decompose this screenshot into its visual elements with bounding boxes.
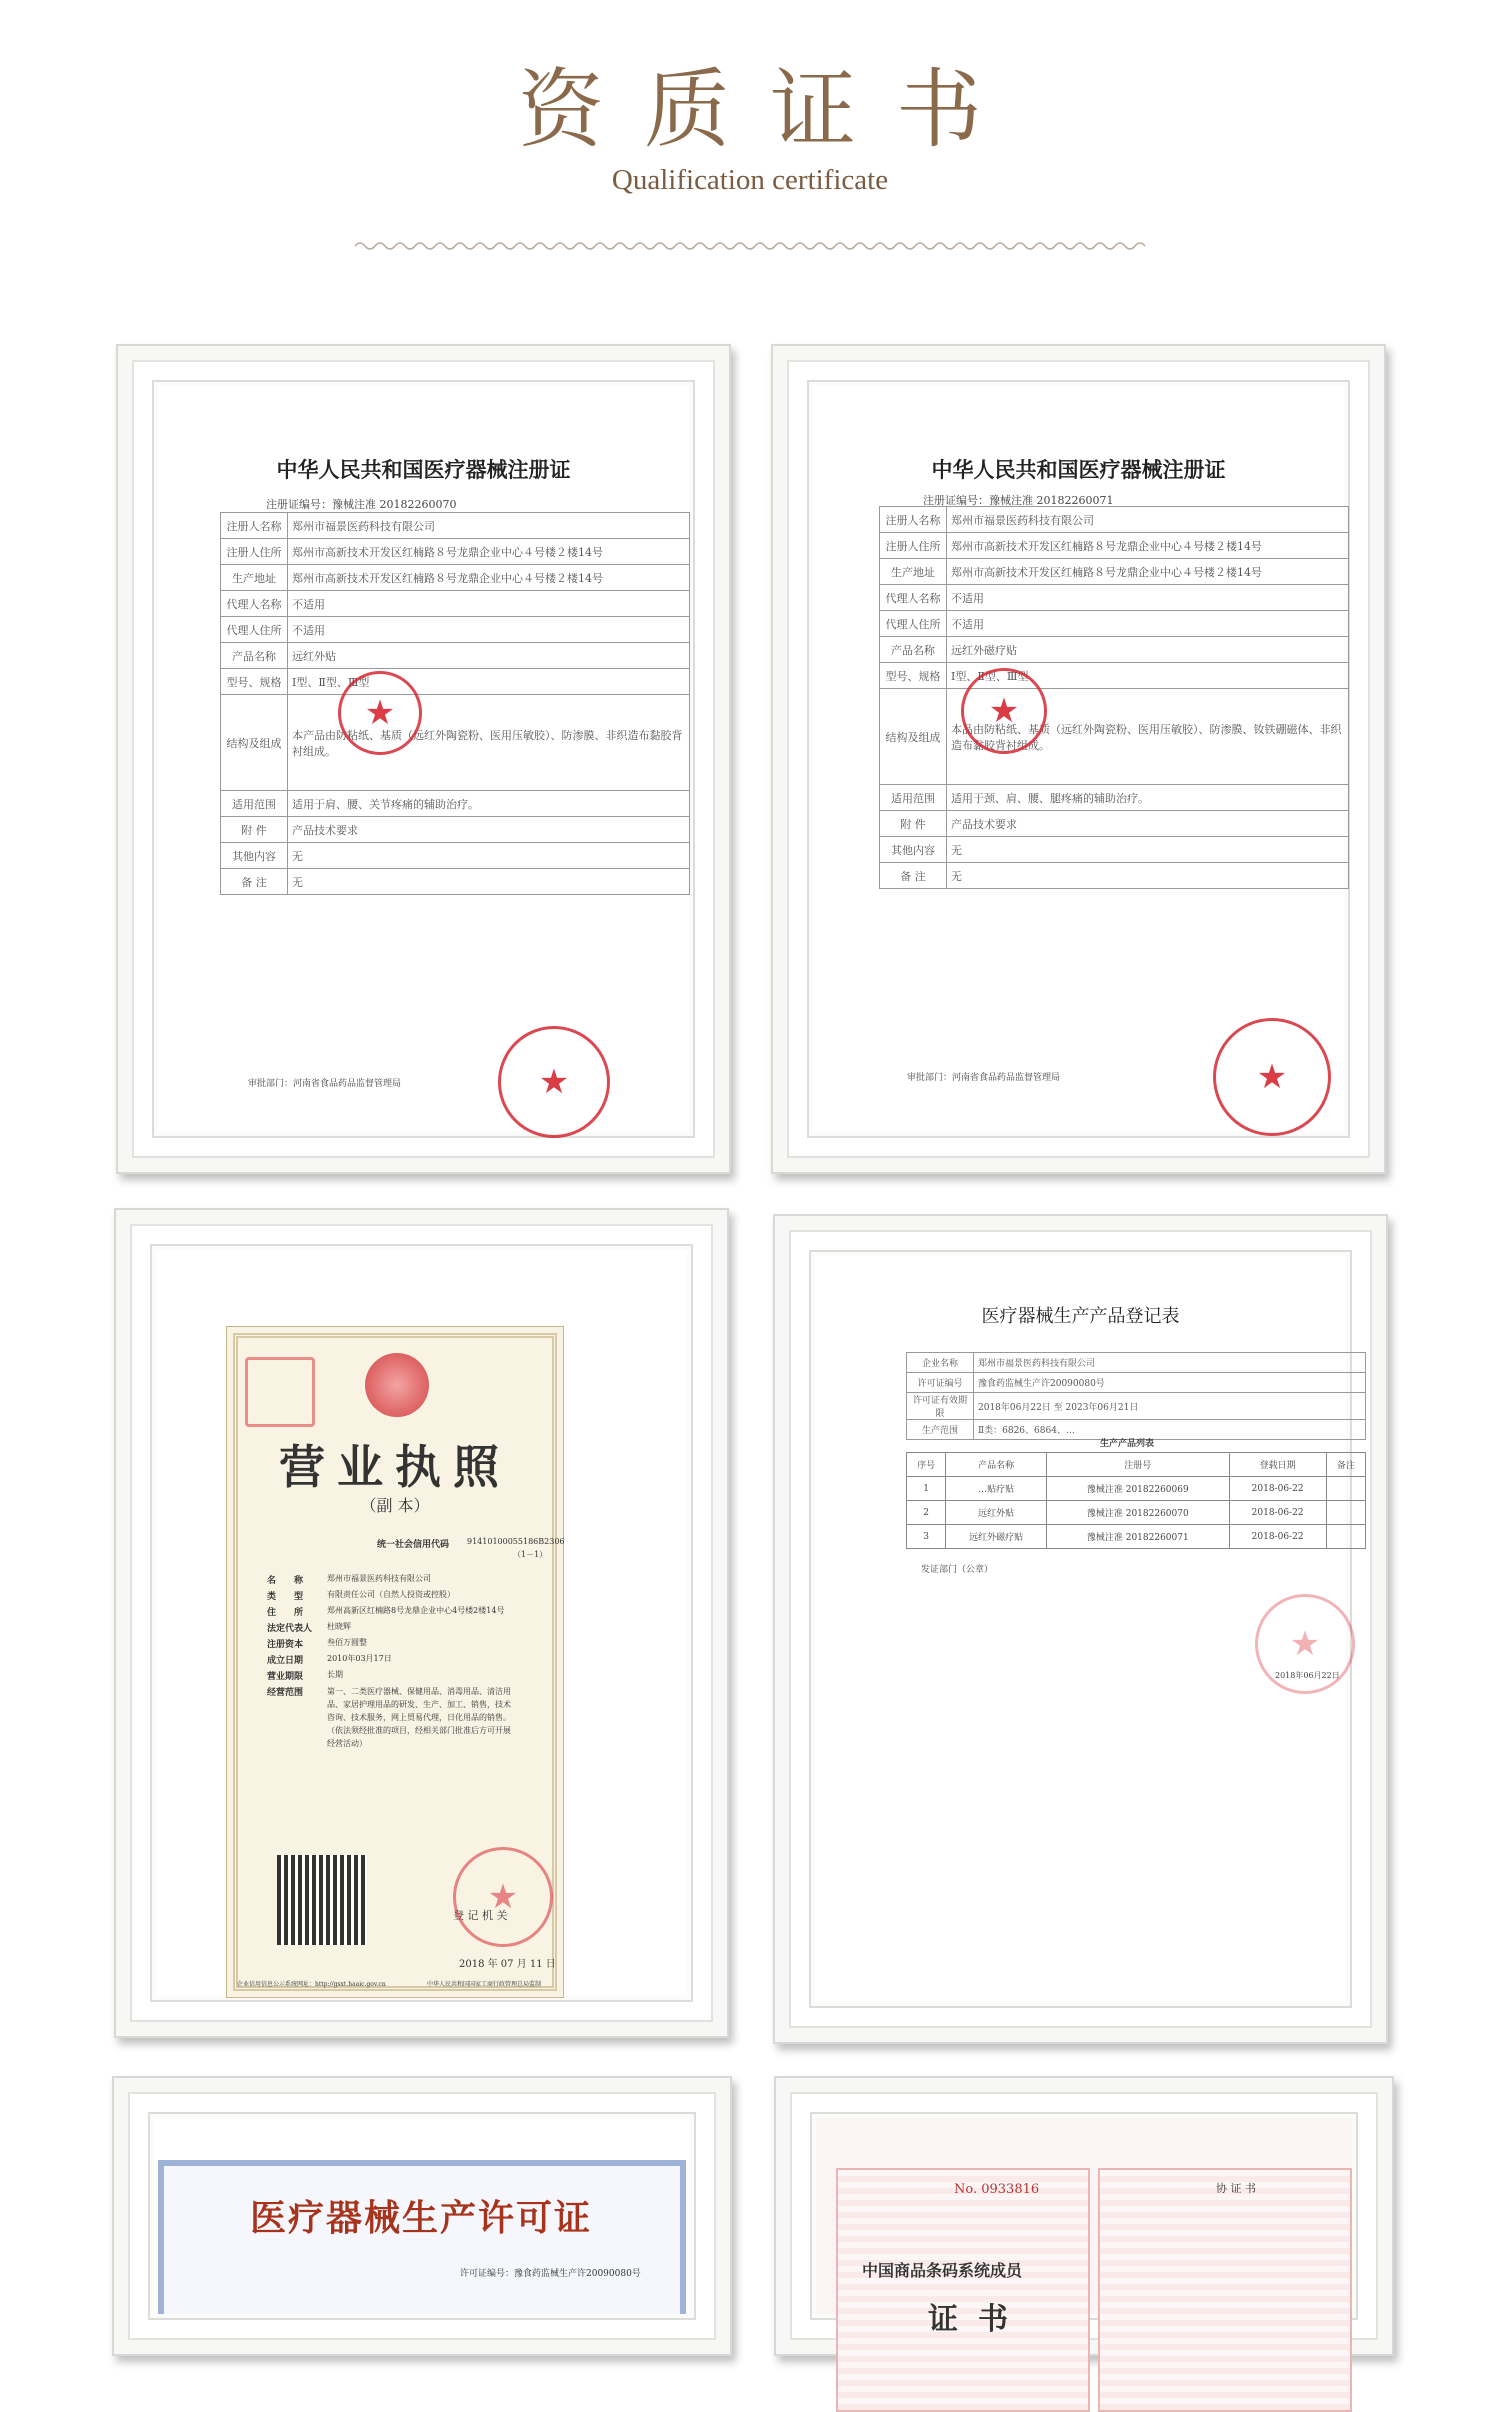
field-value: 郑州市福景医药科技有限公司 [974, 1353, 1366, 1373]
field-label: 代理人住所 [880, 611, 947, 637]
license-field-value: 2010年03月17日 [327, 1654, 392, 1663]
table-row [880, 837, 1349, 863]
table-cell: 2 [907, 1501, 946, 1525]
license-field-label: 成立日期 [267, 1656, 304, 1666]
column-header: 产品名称 [946, 1453, 1047, 1477]
table-row [907, 1353, 1366, 1373]
license-footer-left: 企业信用信息公示系统网址：http://gsxt.haaic.gov.cn [237, 1981, 386, 1988]
table-cell [1326, 1477, 1365, 1501]
license-field-label: 营业期限 [267, 1672, 304, 1682]
field-label: 代理人名称 [221, 591, 288, 617]
field-label: 企业名称 [907, 1353, 974, 1373]
table-cell: …贴疗贴 [946, 1477, 1047, 1501]
field-label: 注册人住所 [221, 539, 288, 565]
field-label: 备 注 [221, 869, 288, 895]
license-field-label: 法定代表人 [267, 1624, 313, 1634]
table-row [221, 817, 690, 843]
certificate-number: No. 0933816 [954, 2182, 1040, 2197]
field-value: 无 [288, 869, 690, 895]
barcode-certificate-right [1098, 2168, 1352, 2412]
field-value: 郑州市福景医药科技有限公司 [288, 513, 690, 539]
approval-department: 审批部门：河南省食品药品监督管理局 [248, 1079, 402, 1089]
table-header-row [907, 1453, 1366, 1477]
table-cell: 1 [907, 1477, 946, 1501]
table-cell: 远红外贴 [946, 1501, 1047, 1525]
table-cell: 2018-06-22 [1229, 1525, 1326, 1549]
field-value: 不适用 [947, 611, 1349, 637]
certificate-title: 中华人民共和国医疗器械注册证 [276, 457, 571, 482]
business-license-paper [156, 1250, 687, 1996]
field-value: 郑州市高新技术开发区红楠路８号龙鼎企业中心４号楼２楼14号 [288, 565, 690, 591]
table-row [880, 611, 1349, 637]
table-row [221, 843, 690, 869]
field-value: 郑州市高新技术开发区红楠路８号龙鼎企业中心４号楼２楼14号 [947, 533, 1349, 559]
field-value: 郑州市高新技术开发区红楠路８号龙鼎企业中心４号楼２楼14号 [947, 559, 1349, 585]
field-label: 生产地址 [221, 565, 288, 591]
field-value: Ⅰ型、Ⅱ型、Ⅲ型 [947, 663, 1349, 689]
production-license-number: 许可证编号：豫食药监械生产许20090080号 [460, 2269, 641, 2279]
field-label: 注册人名称 [221, 513, 288, 539]
table-row [880, 507, 1349, 533]
field-label: 适用范围 [221, 791, 288, 817]
table-row [880, 785, 1349, 811]
field-value: 本产品由防粘纸、基质（远红外陶瓷粉、医用压敏胶）、防渗膜、非织造布黏胶背衬组成。 [288, 695, 690, 791]
license-copy-label: （副 本） [360, 1496, 430, 1515]
page-title: 资质证书 [518, 60, 1022, 160]
field-value: Ⅱ类：6826、6864、… [974, 1420, 1366, 1440]
approval-stamp [245, 1357, 315, 1427]
certificate-frame-3[interactable] [114, 1208, 729, 2038]
table-row [221, 869, 690, 895]
table-cell: 3 [907, 1525, 946, 1549]
license-field-value: 第一、二类医疗器械、保健用品、消毒用品、清洁用品、家居护理用品的研发、生产、加工、销售，技术咨询、技术服务，网上贸易代理，日化用品的销售。（依法须经批准的项目，经相关部门批准后方可开展经营活动） [327, 1687, 511, 1748]
field-label: 代理人住所 [221, 617, 288, 643]
table-row [880, 585, 1349, 611]
table-cell: 2018-06-22 [1229, 1477, 1326, 1501]
certificate-frame-2[interactable] [771, 344, 1386, 1174]
field-label: 型号、规格 [221, 669, 288, 695]
registration-authority: 登 记 机 关 [453, 1909, 508, 1922]
registration-table [220, 512, 690, 895]
red-seal-stamp: ★ [498, 1026, 610, 1138]
table-row [221, 539, 690, 565]
field-value: 不适用 [288, 617, 690, 643]
field-label: 结构及组成 [221, 695, 288, 791]
field-value: 郑州市福景医药科技有限公司 [947, 507, 1349, 533]
field-label: 注册人住所 [880, 533, 947, 559]
table-row [221, 591, 690, 617]
business-license [226, 1326, 564, 1998]
license-field-label: 注册资本 [267, 1640, 304, 1650]
field-value: 远红外磁疗贴 [947, 637, 1349, 663]
copy-number: （1－1） [513, 1550, 548, 1559]
credit-code-label: 统一社会信用代码 [377, 1540, 450, 1550]
field-value: 产品技术要求 [947, 811, 1349, 837]
column-header: 备注 [1326, 1453, 1365, 1477]
red-seal-stamp: ★ [1213, 1018, 1331, 1136]
certificate-frame-6[interactable] [774, 2076, 1394, 2356]
registration-number: 注册证编号：豫械注准 20182260071 [923, 494, 1114, 507]
barcode-certificate-paper [816, 2118, 1352, 2337]
red-seal-stamp: ★ [1255, 1594, 1355, 1694]
certificate-paper-1 [158, 386, 689, 1132]
red-seal-stamp: ★ [338, 671, 422, 755]
certificate-frame-1[interactable] [116, 344, 731, 1174]
license-field-value: 杜晓辉 [327, 1622, 351, 1631]
table-row [907, 1393, 1366, 1420]
right-page-label: 协 证 书 [1216, 2182, 1256, 2195]
product-list-title: 生产产品列表 [1100, 1439, 1155, 1449]
license-field-label: 住 所 [267, 1608, 304, 1618]
field-label: 附 件 [221, 817, 288, 843]
product-registration-paper [815, 1256, 1355, 2002]
registration-number: 注册证编号：豫械注准 20182260070 [266, 498, 457, 511]
field-value: 远红外贴 [288, 643, 690, 669]
field-label: 注册人名称 [880, 507, 947, 533]
license-title: 营业执照 [279, 1440, 511, 1494]
table-row [880, 637, 1349, 663]
field-label: 产品名称 [880, 637, 947, 663]
table-row [907, 1373, 1366, 1393]
table-cell [1326, 1525, 1365, 1549]
field-label: 许可证编号 [907, 1373, 974, 1393]
certificate-paper-2 [813, 386, 1344, 1132]
red-seal-stamp: ★ [453, 1847, 553, 1947]
red-seal-stamp: ★ [961, 668, 1047, 754]
field-label: 生产范围 [907, 1420, 974, 1440]
field-label: 型号、规格 [880, 663, 947, 689]
issue-date: 2018 年 07 月 11 日 [459, 1959, 556, 1970]
field-value: 适用于肩、腰、关节疼痛的辅助治疗。 [288, 791, 690, 817]
product-list-table [906, 1452, 1366, 1549]
table-row [880, 559, 1349, 585]
field-label: 备 注 [880, 863, 947, 889]
table-row [221, 669, 690, 695]
table-cell: 2018-06-22 [1229, 1501, 1326, 1525]
table-cell [1326, 1501, 1365, 1525]
field-value: 适用于颈、肩、腰、腿疼痛的辅助治疗。 [947, 785, 1349, 811]
license-footer-right: 中华人民共和国国家工商行政管理总局监制 [427, 1981, 542, 1988]
column-header: 登载日期 [1229, 1453, 1326, 1477]
production-license-title: 医疗器械生产许可证 [250, 2197, 593, 2239]
certificate-frame-5[interactable] [112, 2076, 732, 2356]
table-row [907, 1501, 1366, 1525]
field-value: 无 [947, 863, 1349, 889]
certificate-frame-4[interactable] [773, 1214, 1388, 2044]
field-value: 豫食药监械生产许20090080号 [974, 1373, 1366, 1393]
field-label: 产品名称 [221, 643, 288, 669]
table-cell: 豫械注准 20182260071 [1047, 1525, 1229, 1549]
license-field-label: 名 称 [267, 1576, 304, 1586]
field-label: 代理人名称 [880, 585, 947, 611]
table-cell: 豫械注准 20182260069 [1047, 1477, 1229, 1501]
license-field-value: 叁佰万圆整 [327, 1638, 367, 1647]
registration-table [879, 506, 1349, 889]
national-emblem-icon [365, 1353, 429, 1417]
barcode-certificate-title: 证书 [928, 2302, 1028, 2337]
field-label: 生产地址 [880, 559, 947, 585]
license-field-value: 郑州高新区红楠路8号龙鼎企业中心4号楼2楼14号 [327, 1606, 505, 1615]
qr-code[interactable] [277, 1855, 367, 1945]
license-field-value: 有限责任公司（自然人投资或控股） [327, 1590, 455, 1599]
page-header [0, 0, 1500, 260]
table-row [880, 811, 1349, 837]
field-value: 本品由防粘纸、基质（远红外陶瓷粉、医用压敏胶）、防渗膜、钕铁硼磁体、非织造布黏胶背衬组成。 [947, 689, 1349, 785]
field-label: 结构及组成 [880, 689, 947, 785]
field-label: 许可证有效期限 [907, 1393, 974, 1420]
issuing-department: 发证部门（公章） [921, 1565, 994, 1575]
issue-date: 2018年06月22日 [1275, 1671, 1340, 1680]
field-value: 无 [288, 843, 690, 869]
table-row [221, 513, 690, 539]
field-value: 产品技术要求 [288, 817, 690, 843]
wavy-divider [355, 238, 1145, 254]
table-row [221, 695, 690, 791]
license-field-value: 郑州市福景医药科技有限公司 [327, 1574, 431, 1583]
page-subtitle: Qualification certificate [611, 164, 889, 196]
field-value: Ⅰ型、Ⅱ型、Ⅲ型 [288, 669, 690, 695]
table-cell: 豫械注准 20182260070 [1047, 1501, 1229, 1525]
form-title: 医疗器械生产产品登记表 [981, 1306, 1180, 1327]
table-row [880, 533, 1349, 559]
field-value: 不适用 [947, 585, 1349, 611]
field-value: 郑州市高新技术开发区红楠路８号龙鼎企业中心４号楼２楼14号 [288, 539, 690, 565]
column-header: 注册号 [1047, 1453, 1229, 1477]
field-value: 无 [947, 837, 1349, 863]
table-row [221, 617, 690, 643]
company-info-table [906, 1352, 1366, 1440]
production-license-paper [154, 2118, 690, 2314]
table-row [221, 643, 690, 669]
credit-code: 91410100055186B2306 [467, 1537, 565, 1546]
field-label: 其他内容 [221, 843, 288, 869]
license-field-value: 长期 [327, 1670, 343, 1679]
table-row [221, 565, 690, 591]
field-value: 2018年06月22日 至 2023年06月21日 [974, 1393, 1366, 1420]
column-header: 序号 [907, 1453, 946, 1477]
field-value: 不适用 [288, 591, 690, 617]
organization-name: 中国商品条码系统成员 [862, 2261, 1023, 2280]
table-row [907, 1477, 1366, 1501]
license-field-label: 经营范围 [267, 1688, 304, 1698]
table-row [880, 663, 1349, 689]
approval-department: 审批部门：河南省食品药品监督管理局 [907, 1073, 1061, 1083]
field-label: 附 件 [880, 811, 947, 837]
license-field-label: 类 型 [267, 1592, 304, 1602]
table-cell: 远红外磁疗贴 [946, 1525, 1047, 1549]
field-label: 适用范围 [880, 785, 947, 811]
table-row [907, 1525, 1366, 1549]
field-label: 其他内容 [880, 837, 947, 863]
table-row [221, 791, 690, 817]
table-row [880, 863, 1349, 889]
barcode-certificate-left [836, 2168, 1090, 2412]
certificate-title: 中华人民共和国医疗器械注册证 [931, 457, 1226, 482]
table-row [880, 689, 1349, 785]
